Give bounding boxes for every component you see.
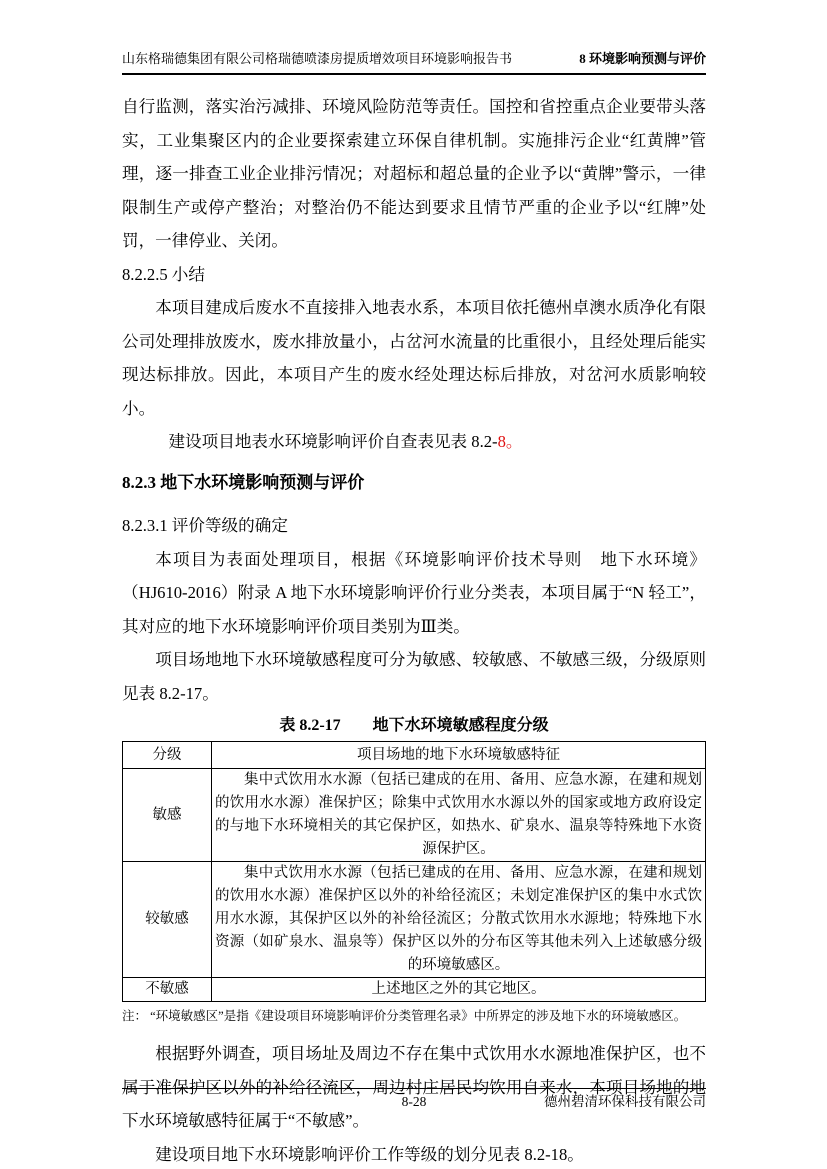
table-cell-desc-less-sensitive: 集中式饮用水水源（包括已建成的在用、备用、应急水源，在建和规划的饮用水水源）准保护区以外的补给径流区；未划定准保护区的集中水式饮用水水源，其保护区以外的补给径流区；分散式饮用水水源地；特殊地下水资源（如矿泉水、温泉等）保护区以外的分布区等其他未列入上述敏感分级的环境敏感区。 (212, 862, 706, 978)
table-cell-level-sensitive: 敏感 (123, 769, 212, 862)
table-cell-desc-not-sensitive: 上述地区之外的其它地区。 (212, 978, 706, 1002)
table-8-2-17-title: 表 8.2-17 地下水环境敏感程度分级 (279, 717, 549, 734)
heading-8-2-3: 8.2.3 地下水环境影响预测与评价 (122, 472, 365, 492)
heading-8-2-3-1: 8.2.3.1 评价等级的确定 (122, 516, 288, 535)
header-chapter-title: 8 环境影响预测与评价 (579, 51, 706, 66)
paragraph-surface-water-table-ref (122, 425, 706, 459)
table-ref-red-number: 8。 (497, 432, 523, 451)
table-header-feature: 项目场地的地下水环境敏感特征 (212, 742, 706, 769)
header-report-title: 山东格瑞德集团有限公司格瑞德喷漆房提质增效项目环境影响报告书 (122, 51, 513, 66)
document-body (122, 90, 706, 1169)
table-cell-desc-sensitive: 集中式饮用水水源（包括已建成的在用、备用、应急水源，在建和规划的饮用水水源）准保护区；除集中式饮用水水源以外的国家或地方政府设定的与地下水环境相关的其它保护区，如热水、矿泉水、温泉等特殊地下水资源保护区。 (212, 769, 706, 862)
footer-company-name: 德州碧清环保科技有限公司 (544, 1094, 706, 1109)
sensitivity-grading-table (122, 741, 706, 1002)
table-footnote: 注： “环境敏感区”是指《建设项目环境影响评价分类管理名录》中所界定的涉及地下水的环境敏感区。 (122, 1009, 687, 1023)
table-cell-level-less-sensitive: 较敏感 (123, 862, 212, 978)
paragraph-field-survey: 根据野外调查，项目场址及周边不存在集中式饮用水水源地准保护区，也不属于准保护区以外的补给径流区，周边村庄居民均饮用自来水，本项目场地的地下水环境敏感特征属于“不敏感”。 (122, 1044, 706, 1130)
table-row-sensitive (123, 769, 706, 862)
table-row-not-sensitive (123, 978, 706, 1002)
heading-8-2-2-5: 8.2.2.5 小结 (122, 264, 205, 284)
paragraph-wastewater-summary: 本项目建成后废水不直接排入地表水系，本项目依托德州卓澳水质净化有限公司处理排放废水，废水排放量小，占岔河水流量的比重很小，且经处理后能实现达标排放。因此，本项目产生的废水经处理达标后排放，对岔河水质影响较小。 (122, 298, 706, 418)
page-footer (122, 1088, 706, 1111)
table-header-row (123, 742, 706, 769)
table-header-level: 分级 (123, 742, 212, 769)
table-row-less-sensitive (123, 862, 706, 978)
table-ref-text: 建设项目地表水环境影响评价自查表见表 8.2- (168, 432, 498, 451)
paragraph-sensitivity-levels: 项目场地地下水环境敏感程度可分为敏感、较敏感、不敏感三级，分级原则见表 8.2-17。 (122, 650, 706, 703)
table-cell-level-not-sensitive: 不敏感 (123, 978, 212, 1002)
page-header (122, 50, 706, 75)
paragraph-supervision: 自行监测，落实治污减排、环境风险防范等责任。国控和省控重点企业要带头落实，工业集聚区内的企业要探索建立环保自律机制。实施排污企业“红黄牌”管理，逐一排查工业企业排污情况；对超标和超总量的企业予以“黄牌”警示，一律限制生产或停产整治；对整治仍不能达到要求且情节严重的企业予以“红牌”处罚，一律停业、关闭。 (122, 97, 706, 250)
paragraph-groundwater-table-ref: 建设项目地下水环境影响评价工作等级的划分见表 8.2-18。 (155, 1144, 584, 1164)
footer-page-number: 8-28 (401, 1094, 427, 1109)
paragraph-evaluation-category: 本项目为表面处理项目，根据《环境影响评价技术导则 地下水环境》（HJ610-2016）附录 A 地下水环境影响评价行业分类表，本项目属于“N 轻工”，其对应的地下水环境影响评价项目类别为Ⅲ类。 (122, 549, 706, 636)
